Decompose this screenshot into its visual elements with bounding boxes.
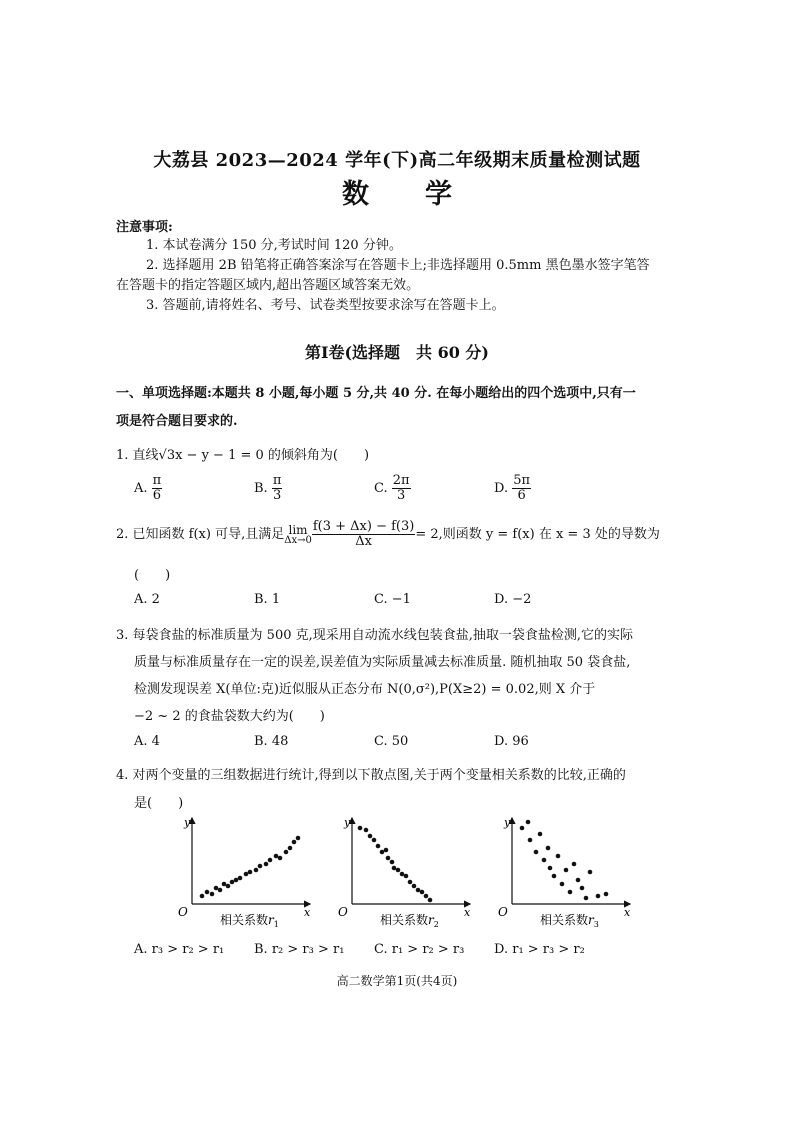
page-footer: 高二数学第1页(共4页) [336, 974, 458, 988]
origin-label: O [498, 905, 508, 919]
difference-quotient: $\frac{f(3 + \Delta x) - f(3)}{\Delta x}$ [312, 519, 415, 549]
scatter-point [526, 820, 531, 825]
scatter-point [404, 874, 409, 879]
scatter-point [386, 856, 391, 861]
x-axis-label: x [304, 906, 311, 919]
scatter-point [296, 836, 301, 841]
scatter-point [416, 888, 421, 893]
q1-option-d: D. $\frac{5\pi}{6}$ [494, 473, 531, 503]
subject-char: 数 [342, 179, 369, 210]
scatter-point [205, 890, 210, 895]
exam-title: 大荔县 2023—2024 学年(下)高二年级期末质量检测试题 [153, 150, 641, 171]
scatter-points [520, 820, 609, 901]
q4-option-a: A. r₃ > r₂ > r₁ [134, 942, 225, 957]
origin-label: O [338, 905, 348, 919]
y-axis-label: y [504, 816, 511, 829]
scatter-point [556, 854, 561, 859]
notice-heading: 注意事项: [116, 220, 173, 235]
scatter-point [548, 866, 553, 871]
scatter-point [604, 892, 609, 897]
scatter-point [528, 838, 533, 843]
notice-item: 1. 本试卷满分 150 分,考试时间 120 分钟。 [146, 238, 402, 253]
scatter-point [424, 894, 429, 899]
q1-option-c: C. $\frac{2\pi}{3}$ [374, 473, 410, 503]
plot-caption: 相关系数$r_1$ [220, 913, 279, 929]
part-line: 一、单项选择题:本题共 8 小题,每小题 5 分,共 40 分. 在每小题给出的四个选项中,只有一 [116, 386, 636, 401]
scatter-point [588, 870, 593, 875]
scatter-point [380, 850, 385, 855]
scatter-point [214, 886, 219, 891]
part-line: 项是符合题目要求的. [116, 414, 238, 429]
scatter-point [226, 884, 231, 889]
scatter-point [288, 846, 293, 851]
scatter-point [218, 888, 223, 893]
limit-operator: lim Δx→0 [284, 522, 312, 546]
scatter-point [358, 826, 363, 831]
scatter-point [238, 876, 243, 881]
scatter-point [412, 884, 417, 889]
fraction: $\frac{5\pi}{6}$ [513, 473, 531, 503]
scatter-point [210, 892, 215, 897]
scatter-plot-2 [330, 812, 480, 932]
scatter-point [376, 844, 381, 849]
scatter-point [542, 858, 547, 863]
q3-option-d: D. 96 [494, 734, 529, 749]
scatter-point [222, 882, 227, 887]
q2-paren: ( ) [134, 568, 171, 583]
q2-option-b: B. 1 [254, 592, 281, 607]
scatter-plot-3 [490, 812, 640, 932]
scatter-point [274, 854, 279, 859]
fraction: $\frac{\pi}{6}$ [152, 473, 162, 503]
scatter-point [552, 874, 557, 879]
scatter-point [384, 848, 389, 853]
scatter-point [546, 846, 551, 851]
scatter-point [396, 868, 401, 873]
q4-option-b: B. r₂ > r₃ > r₁ [254, 942, 345, 957]
scatter-point [564, 868, 569, 873]
scatter-point [392, 866, 397, 871]
notice-item: 在答题卡的指定答题区域内,超出答题区域答案无效。 [116, 278, 420, 293]
scatter-point [200, 894, 205, 899]
fraction: $\frac{\pi}{3}$ [272, 473, 282, 503]
scatter-point [268, 858, 273, 863]
plot-caption: 相关系数$r_3$ [540, 913, 599, 929]
scatter-point [264, 862, 269, 867]
q4-option-c: C. r₁ > r₂ > r₃ [374, 942, 465, 957]
scatter-point [568, 890, 573, 895]
scatter-point [400, 872, 405, 877]
scatter-point [234, 878, 239, 883]
q2-option-d: D. −2 [494, 592, 532, 607]
scatter-point [230, 880, 235, 885]
scatter-point [534, 850, 539, 855]
scatter-point [254, 868, 259, 873]
q1-option-b: B. $\frac{\pi}{3}$ [254, 473, 282, 503]
scatter-point [292, 840, 297, 845]
section-title: 第Ⅰ卷(选择题 共 60 分) [304, 343, 490, 362]
q4-option-d: D. r₁ > r₃ > r₂ [494, 942, 585, 957]
q3-option-c: C. 50 [374, 734, 409, 749]
scatter-point [560, 882, 565, 887]
scatter-point [364, 828, 369, 833]
scatter-point [572, 862, 577, 867]
scatter-point [408, 880, 413, 885]
scatter-point [538, 832, 543, 837]
scatter-point [372, 838, 377, 843]
scatter-point [258, 864, 263, 869]
subject-char: 学 [425, 179, 452, 210]
scatter-point [428, 898, 433, 903]
q3-stem: 3. 每袋食盐的标准质量为 500 克,现采用自动流水线包装食盐,抽取一袋食盐检测,它的实际 质量与标准质量存在一定的误差,误差值为实际质量减去标准质量. 随机抽取 50 袋食盐, 检测发现误差 X(单位:克)近似服从正态分布 N(0,σ²),P(X≥2) = 0.02,则 X 介于 −2 ~ 2 的食盐袋数大约为( ) [116, 628, 634, 724]
scatter-point [284, 850, 289, 855]
plot-caption: 相关系数$r_2$ [380, 913, 439, 929]
scatter-point [584, 896, 589, 901]
subject-title [0, 172, 794, 211]
scatter-points [200, 836, 301, 899]
q2-stem: 2. 已知函数 f(x) 可导,且满足 lim Δx→0 $\frac{f(3 + \Delta x) - f(3)}{\Delta x}$ = 2,则函数 y = f(x) 在 x = 3 处的导数为 [116, 519, 660, 549]
scatter-point [278, 856, 283, 861]
q3-option-b: B. 48 [254, 734, 289, 749]
notice-item: 3. 答题前,请将姓名、考号、试卷类型按要求涂写在答题卡上。 [146, 298, 505, 313]
q4-stem: 4. 对两个变量的三组数据进行统计,得到以下散点图,关于两个变量相关系数的比较,正确的 是( ) [116, 768, 626, 811]
scatter-point [580, 886, 585, 891]
scatter-point [420, 890, 425, 895]
x-axis-label: x [464, 906, 471, 919]
q2-option-c: C. −1 [374, 592, 411, 607]
scatter-point [248, 870, 253, 875]
q2-option-a: A. 2 [134, 592, 160, 607]
x-axis-label: x [624, 906, 631, 919]
q1-option-a: A. $\frac{\pi}{6}$ [134, 473, 162, 503]
scatter-point [596, 894, 601, 899]
scatter-point [244, 872, 249, 877]
scatter-points [358, 826, 433, 903]
y-axis-label: y [344, 816, 351, 829]
scatter-point [520, 826, 525, 831]
fraction: $\frac{2\pi}{3}$ [392, 473, 410, 503]
scatter-point [390, 860, 395, 865]
q3-option-a: A. 4 [134, 734, 160, 749]
origin-label: O [178, 905, 188, 919]
part-instructions [116, 380, 676, 436]
scatter-point [368, 834, 373, 839]
notice-item: 2. 选择题用 2B 铅笔将正确答案涂写在答题卡上;非选择题用 0.5mm 黑色墨水签字笔答 [146, 258, 650, 273]
y-axis-label: y [184, 816, 191, 829]
scatter-point [576, 878, 581, 883]
scatter-plot-1 [170, 812, 320, 932]
q1-stem: 1. 直线√3x − y − 1 = 0 的倾斜角为( ) [116, 448, 370, 463]
